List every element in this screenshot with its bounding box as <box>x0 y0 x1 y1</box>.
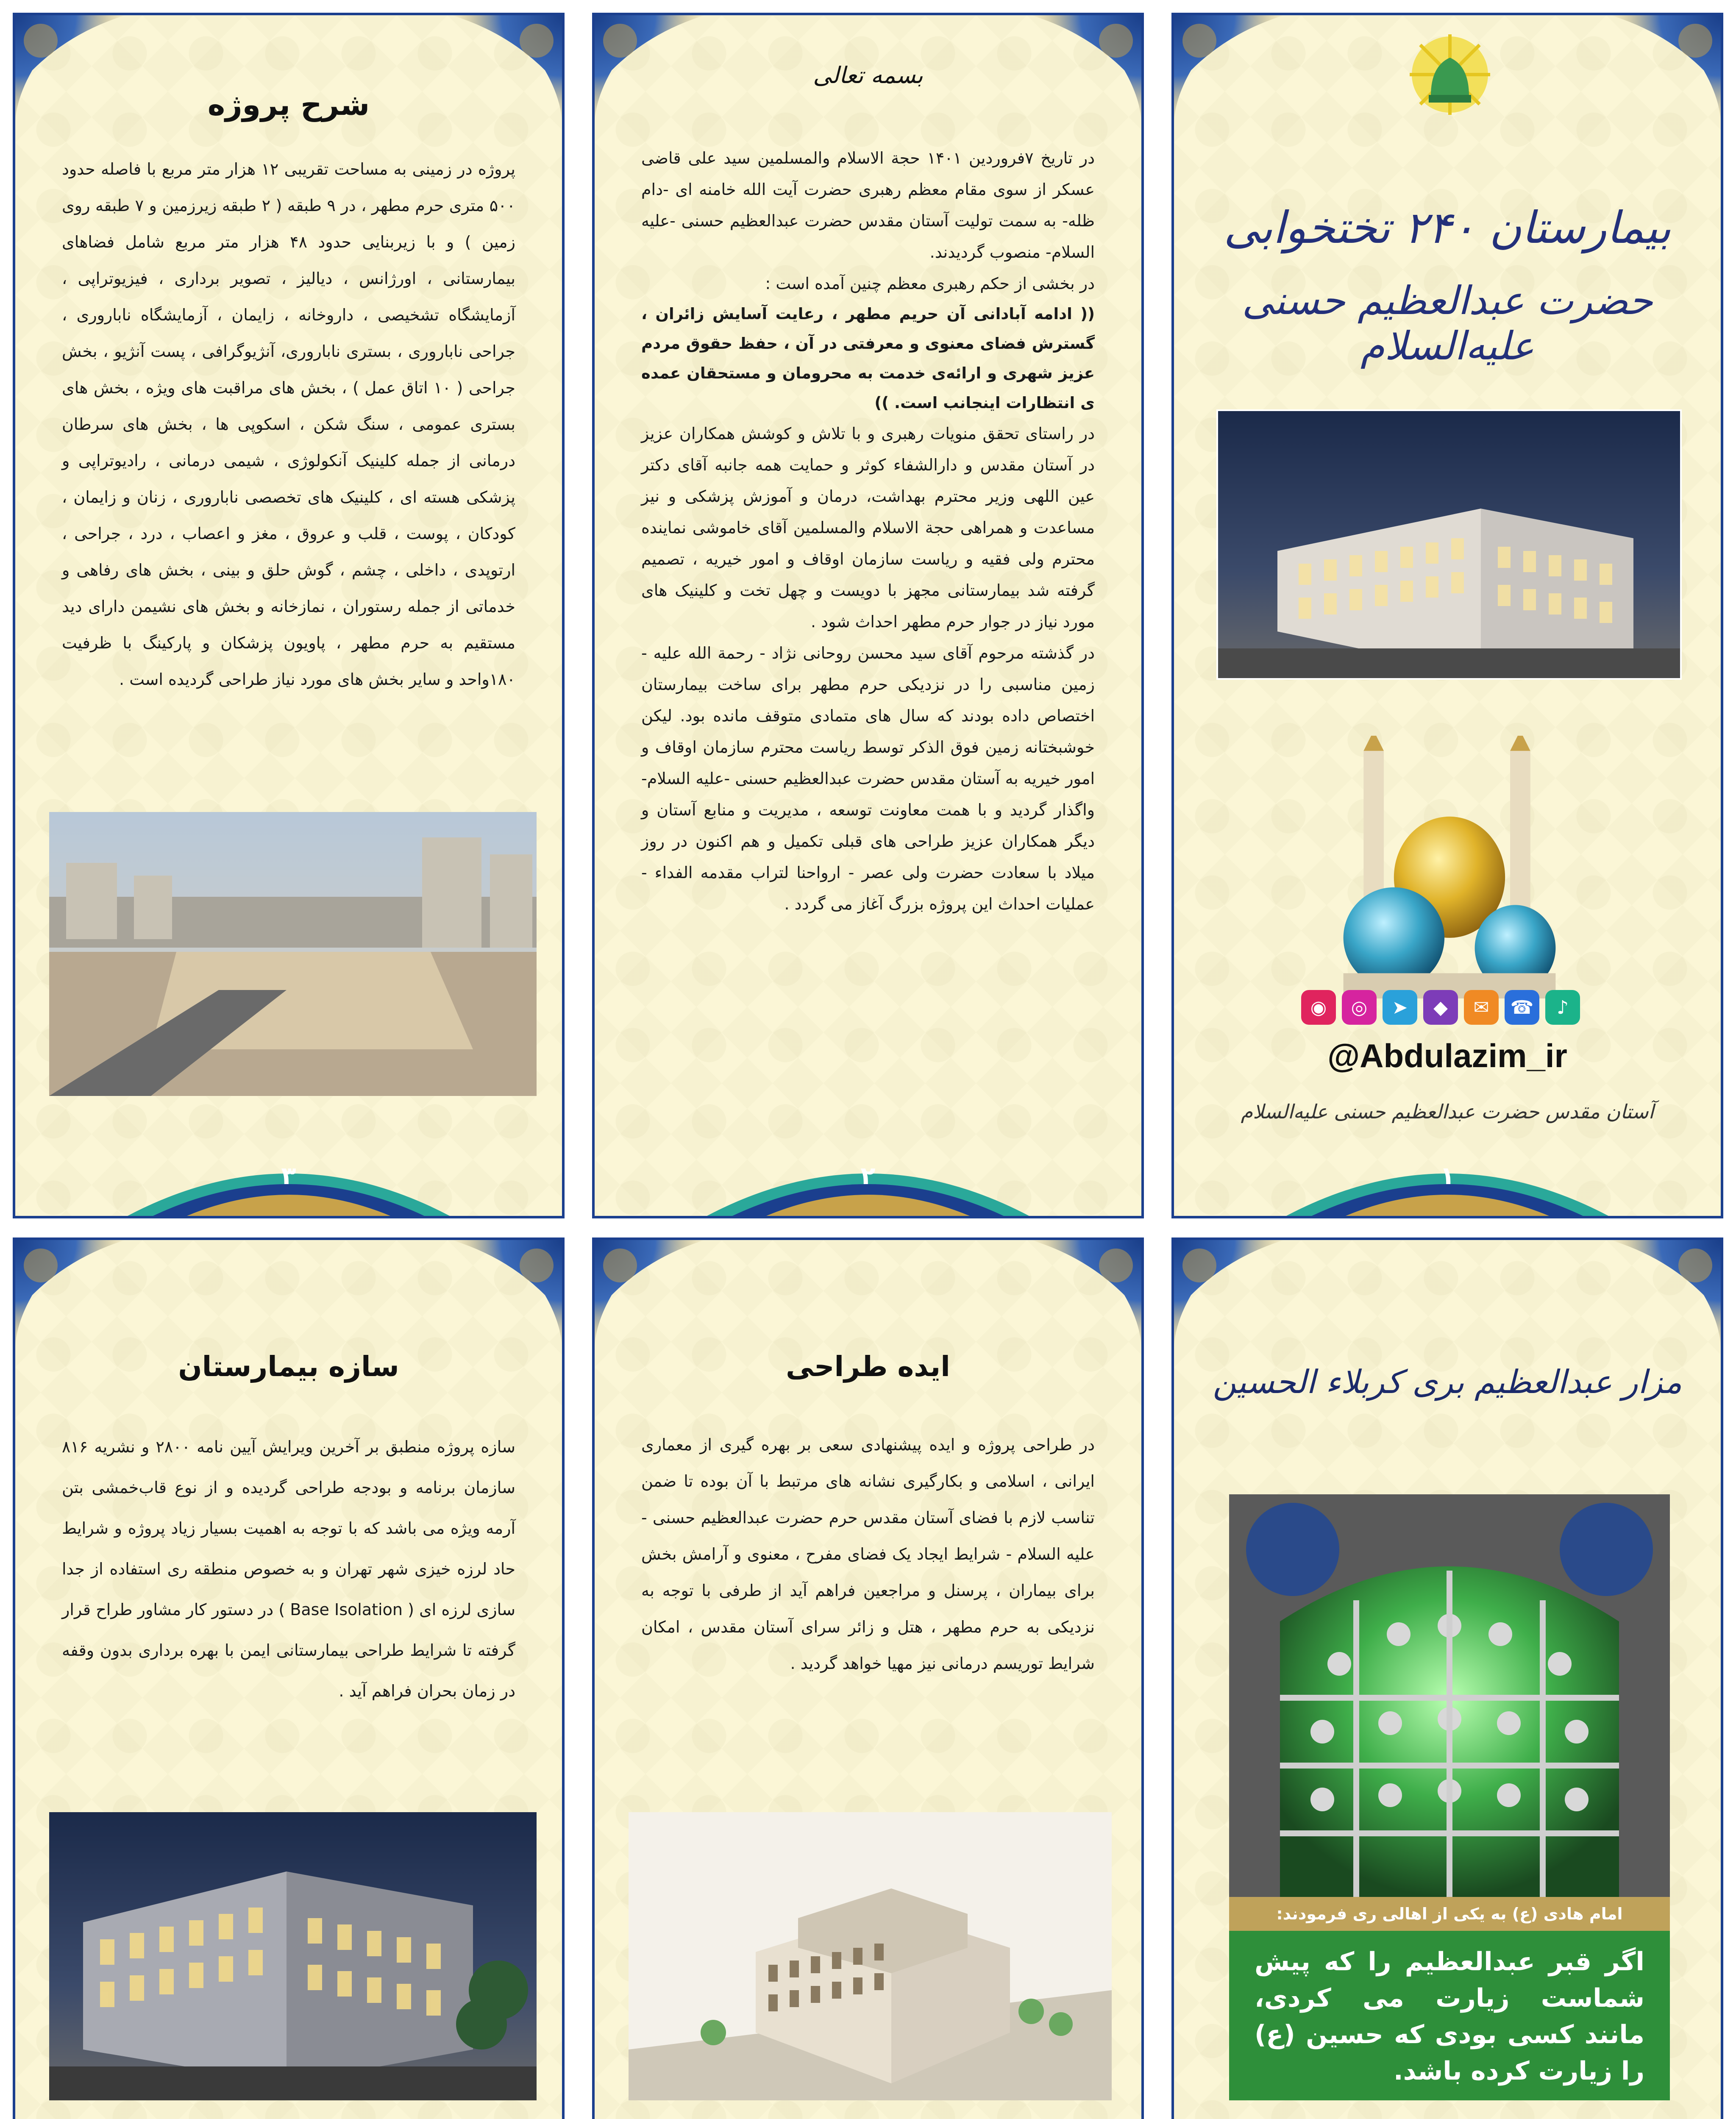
hospital-night-render <box>1216 409 1682 680</box>
intro-paragraph-2: در بخشی از حکم رهبری معظم چنین آمده است : <box>765 274 1095 293</box>
panel-hadith <box>1171 1237 1723 2119</box>
aparat-icon[interactable]: ◉ <box>1301 990 1336 1025</box>
hospital-evening-render <box>49 1812 537 2100</box>
title-line-1: بیمارستان ۲۴۰ تختخوابی <box>1224 202 1671 253</box>
hadith-quote: اگر قبر عبدالعظیم را که پیش شماست زیارت می کردی، مانند کسی بودی که حسین (ع) را زیارت کرده باشد. <box>1229 1931 1670 2100</box>
panel-intro <box>592 13 1144 1218</box>
shrine-logo-icon <box>1408 32 1492 117</box>
soroush-icon[interactable]: ☎ <box>1505 990 1539 1025</box>
panel-project-description <box>13 13 565 1218</box>
intro-text <box>641 142 1095 920</box>
eitaa-icon[interactable]: ✉ <box>1464 990 1499 1025</box>
construction-site-photo <box>49 812 537 1096</box>
intro-paragraph-4: در راستای تحقق منویات رهبری و با تلاش و کوشش همکاران عزیز در آستان مقدس و دارالشفاء کوثر و حمایت همه جانبه آقای دکتر عین اللهی وزیر محترم بهداشت، درمان و آموزش پزشکی و نیز مساعدت و همراهی حجة الاسلام والمسلمین آقای خاموشی نماینده محترم ولی فقیه و ریاست سازمان اوقاف و امور خیریه ، تصمیم گرفته شد بیمارستانی مجهز با دویست و چهل تخت و کلینیک های مورد نیاز در جوار حرم مطهر احداث شود . <box>641 424 1095 631</box>
structure-text: سازه پروژه منطبق بر آخرین ویرایش آیین نامه ۲۸۰۰ و نشریه ۸۱۶ سازمان برنامه و بودجه طراحی گردیده و از نوع قاب‌خمشی بتن آرمه ویژه می باشد که با توجه به اهمیت بسیار زیاد پروژه و شرایط حاد لرزه خیزی شهر تهران و به خصوص منطقه ری استفاده از جدا سازی لرزه ای ( Base Isolation ) در دستور کار مشاور طراح قرار گرفته تا شرایط طراحی بیمارستانی ایمن با بهره برداری بدون وقفه در زمان بحران فراهم آید . <box>62 1438 516 1700</box>
corner-ornament <box>1611 1240 1721 1350</box>
hadith-attribution: امام هادی (ع) به یکی از اهالی ری فرمودند: <box>1229 1897 1670 1931</box>
calligraphy-banner: مزار عبدالعظیم بری کربلاء الحسین <box>1213 1363 1682 1401</box>
page-number: ۱ <box>1440 1161 1455 1190</box>
design-idea-text: در طراحی پروژه و ایده پیشنهادی سعی بر بهره گیری از معماری ایرانی ، اسلامی و بکارگیری نشانه های مرتبط با آن بوده تا ضمن تناسب لازم با فضای آستان مقدس حرم حضرت عبدالعظیم حسنی - علیه السلام - شرایط ایجاد یک فضای مفرح ، معنوی و آرامش بخش برای بیماران ، پرسنل و مراجعین فراهم آید از طرفی با توجه به نزدیکی به حرم مطهر ، هتل و زائر سرای آستان مقدس ، امکان شرایط توریسم درمانی نیز مهیا خواهد گردید . <box>641 1435 1095 1673</box>
corner-ornament <box>452 1240 562 1350</box>
panel-design-idea <box>592 1237 1144 2119</box>
instagram-icon[interactable]: ◎ <box>1342 990 1377 1025</box>
shrine-domes-image <box>1335 736 1564 998</box>
hospital-design-render <box>629 1812 1112 2100</box>
shrine-signature: آستان مقدس حضرت عبدالعظیم حسنی علیه‌السلام <box>1241 1100 1654 1123</box>
corner-ornament <box>1174 1240 1284 1350</box>
panel-structure <box>13 1237 565 2119</box>
project-description-text: پروژه در زمینی به مساحت تقریبی ۱۲ هزار متر مربع با فاصله حدود ۵۰۰ متری حرم مطهر ، در ۹ طبقه ( ۲ طبقه زیرزمین و ۷ طبقه روی زمین ) و با زیربنایی حدود ۴۸ هزار متر مربع شامل فضاهای بیمارستانی ، اورژانس ، دیالیز ، تصویر برداری ، فیزیوتراپی ، آزمایشگاه تشخیصی ، داروخانه ، زایمان ، آزمایشگاه ناباروری ، جراحی ناباروری ، بستری ناباروری، آنژیوگرافی ، پست آنژیو ، بخش جراحی ( ۱۰ اتاق عمل ) ، بخش های مراقبت های ویژه ، بخش های بستری عمومی ، سنگ شکن ، اسکوپی ها ، بخش های سرطان درمانی از جمله کلینیک آنکولوژی ، شیمی درمانی ، رادیوتراپی و پزشکی هسته ای ، کلینیک های تخصصی ناباروری ، زنان و زایمان ، کودکان ، پوست ، قلب و عروق ، مغز و اعصاب ، درد ، جراحی ، ارتوپدی ، داخلی ، چشم ، گوش حلق و بینی ، بخش های رفاهی و خدماتی از جمله رستوران ، نمازخانه و بخش های نشیمن دارای دید مستقیم به حرم مطهر ، پاویون پزشکان و پارکینگ با ظرفیت ۱۸۰واحد و سایر بخش های مورد نیاز طراحی گردیده است . <box>62 160 516 689</box>
title-line-2: حضرت عبدالعظیم حسنی علیه‌السلام <box>1242 278 1653 369</box>
leader-quote: (( ادامه آبادانی آن حریم مطهر ، رعایت آسایش زائران ، گسترش فضای معنوی و معرفتی در آن ، حفظ حقوق مردم عزیز شهری و ارائه‌ی خدمت به محرومان و مستحقان عمده ی انتظارات اینجانب است. )) <box>641 305 1095 412</box>
corner-ornament <box>15 1240 125 1350</box>
page-number: ۲ <box>860 1161 876 1190</box>
page-number: ۳ <box>281 1161 296 1190</box>
corner-ornament <box>1031 1240 1141 1350</box>
corner-ornament <box>595 1240 705 1350</box>
section-heading: سازه بیمارستان <box>178 1350 399 1383</box>
bale-icon[interactable]: ♪ <box>1545 990 1580 1025</box>
intro-paragraph-1: در تاریخ ۷فروردین ۱۴۰۱ حجة الاسلام والمسلمین سید علی قاضی عسکر از سوی مقام معظم رهبری حضرت آیت الله خامنه ای -دام ظله- به سمت تولیت آستان مقدس حضرت عبدالعظیم حسنی -علیه السلام- منصوب گردیدند. <box>641 149 1095 261</box>
telegram-icon[interactable]: ➤ <box>1383 990 1417 1025</box>
social-handle[interactable]: @Abdulazim_ir <box>1327 1037 1567 1074</box>
corner-ornament <box>1611 15 1721 125</box>
intro-paragraph-5: در گذشته مرحوم آقای سید محسن روحانی نژاد - رحمة الله علیه - زمین مناسبی را در نزدیکی حرم مطهر برای ساخت بیمارستان اختصاص داده بودند که سال های متمادی متوقف مانده بود. لیکن خوشبختانه زمین فوق الذکر توسط ریاست محترم سازمان اوقاف و امور خیریه به آستان مقدس حضرت عبدالعظیم حسنی -علیه السلام- واگذار گردید و با همت معاونت توسعه ، مدیریت و منابع آستان و دیگر همکاران عزیز طراحی های قبلی تکمیل و هم اکنون در روز میلاد با سعادت حضرت ولی عصر - ارواحنا لتراب مقدمه الفداء - عملیات احداث این پروژه بزرگ آغاز می گردد . <box>641 644 1095 913</box>
rubika-icon[interactable]: ◆ <box>1423 990 1458 1025</box>
section-heading: شرح پروژه <box>207 87 370 122</box>
social-icon-row <box>1301 990 1580 1025</box>
section-heading: ایده طراحی <box>786 1350 950 1383</box>
corner-ornament <box>1174 15 1284 125</box>
shrine-grille-image <box>1229 1494 1670 1897</box>
panel-cover <box>1171 13 1723 1218</box>
basmala: بسمه تعالی <box>813 62 923 89</box>
